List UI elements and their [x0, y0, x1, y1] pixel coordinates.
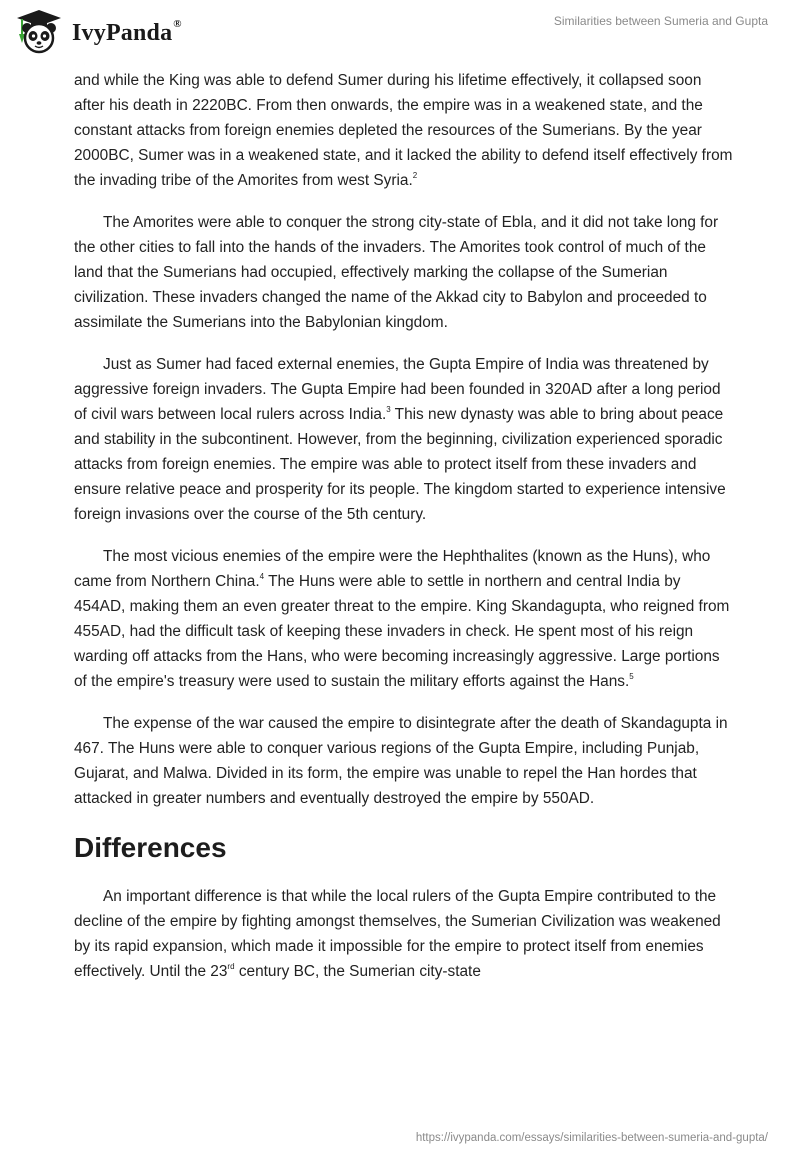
page-title: Similarities between Sumeria and Gupta [553, 14, 768, 28]
page-header [0, 0, 800, 60]
paragraph: The Amorites were able to conquer the strong city-state of Ebla, and it did not take long for the other cities to fall into the hands of the invaders. The Amorites took control of much of the land that the Sumerians had occupied, effectively marking the collapse of the Sumerian civilization. These invaders changed the name of the Akkad city to Babylon and proceeded to assimilate the Sumerians into the Babylonian kingdom. [74, 214, 719, 331]
footnote-ref[interactable]: 5 [629, 671, 634, 681]
paragraph: The expense of the war caused the empire to disintegrate after the death of Skandagupta in 467. The Huns were able to conquer various regions of the Gupta Empire, including Punjab, Gujarat, and Malwa. Divided in its form, the empire was unable to repel the Han hordes that attacked in greater numbers and eventually destroyed the empire by 550AD. [74, 715, 728, 807]
paragraph: An important difference is that while the local rulers of the Gupta Empire contributed to the decline of the empire by fighting amongst themselves, the Sumerian Civilization was weakened by its rapid expansion, which made it impossible for the empire to protect itself from enemies effectively. Until the 23rd century BC, the Sumerian city-state [74, 888, 721, 980]
ordinal-superscript: rd [227, 961, 235, 971]
section-heading: Differences [74, 832, 227, 863]
paragraph: Just as Sumer had faced external enemies, the Gupta Empire of India was threatened by aggressive foreign invaders. The Gupta Empire had been founded in 320AD after a long period of civil wars between local rulers across India.$^3$ This new dynasty was able to bring about peace and stability in the subcontinent. However, from the beginning, civilization experienced sporadic attacks from foreign enemies. The empire was able to protect itself from these invaders and ensure relative peace and prosperity for its people. The kingdom started to experience intensive foreign invasions over the course of the 5th century. [74, 356, 726, 523]
panda-graduation-cap-icon [14, 8, 64, 54]
footnote-ref[interactable]: 2 [412, 170, 418, 180]
source-url[interactable]: https://ivypanda.com/essays/similarities-between-sumeria-and-gupta/ [415, 1132, 768, 1144]
brand-name: IvyPanda® [72, 17, 182, 46]
paragraph: The most vicious enemies of the empire were the Hephthalites (known as the Huns), who came from Northern China.$^4$ The Huns were able to settle in northern and central India by 454AD, making them an even greater threat to the empire. King Skandagupta, who reigned from 455AD, had the difficult task of keeping these invaders in check. He spent most of his reign warding off attacks from the Hans, who were becoming increasingly aggressive. Large portions of the empire's treasury were used to sustain the military efforts against the Hans.$^5$ [74, 548, 730, 690]
paragraph: and while the King was able to defend Sumer during his lifetime effectively, it collapsed soon after his death in 2220BC. From then onwards, the empire was in a weakened state, and the constant attacks from foreign enemies depleted the resources of the Sumerians. By the year 2000BC, Sumer was in a weakened state, and it lacked the ability to defend itself effectively from the invading tribe of the Amorites from west Syria.$^2$ [74, 72, 733, 189]
footnote-ref[interactable]: 3 [386, 404, 391, 414]
footnote-ref[interactable]: 4 [259, 571, 265, 581]
ivypanda-logo-link[interactable] [14, 8, 182, 54]
essay-content [74, 68, 734, 1001]
